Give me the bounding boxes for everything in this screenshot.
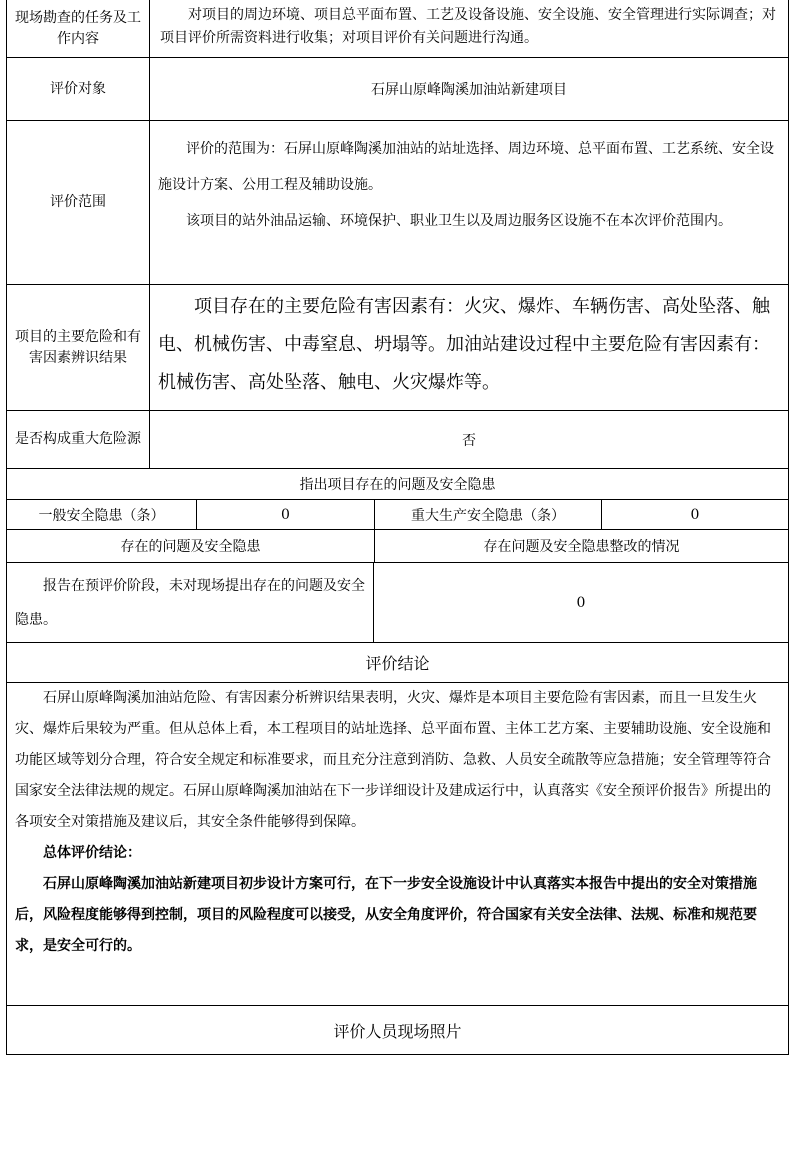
task-content	[150, 0, 788, 57]
issues-text: 报告在预评价阶段，未对现场提出存在的问题及安全隐患。	[15, 578, 365, 628]
site-photos-header: 评价人员现场照片	[7, 1005, 788, 1054]
task-text: 对项目的周边环境、项目总平面布置、工艺及设备设施、安全设施、安全管理进行实际调查；对项目评价所需资料进行收集；对项目评价有关问题进行沟通。	[160, 7, 776, 46]
rectification-value: 0	[576, 594, 586, 611]
object-value: 石屏山原峰陶溪加油站新建项目	[371, 82, 567, 98]
hazard-text: 项目存在的主要危险有害因素有：火灾、爆炸、车辆伤害、高处坠落、触电、机械伤害、中毒窒息、坍塌等。加油站建设过程中主要危险有害因素有：机械伤害、高处坠落、触电、火灾爆炸等。	[158, 296, 770, 393]
issues-content	[7, 563, 374, 642]
hazard-label: 项目的主要危险和有害因素辨识结果	[7, 285, 150, 410]
task-label: 现场勘查的任务及工作内容	[7, 0, 150, 57]
scope-row	[7, 120, 788, 284]
issue-counts-row	[7, 499, 788, 529]
general-hazard-label: 一般安全隐患（条）	[38, 507, 165, 524]
conclusion-body: 石屏山原峰陶溪加油站危险、有害因素分析辨识结果表明，火灾、爆炸是本项目主要危险有害因素，而且一旦发生火灾、爆炸后果较为严重。但从总体上看，本工程项目的站址选择、总平面布置、主体工艺方案、主要辅助设施、安全设施和功能区域等划分合理，符合安全规定和标准要求，而且充分注意到消防、急救、人员安全疏散等应急措施；安全管理等符合国家安全法律法规的规定。石屏山原峰陶溪加油站在下一步详细设计及建成运行中，认真落实《安全预评价报告》所提出的各项安全对策措施及建议后，其安全条件能够得到保障。	[15, 690, 771, 830]
major-hazard-count: 0	[601, 500, 788, 529]
major-hazard-row	[7, 410, 788, 468]
hazard-row	[7, 284, 788, 410]
conclusion-row	[7, 682, 788, 1005]
scope-label: 评价范围	[7, 121, 150, 284]
issues-column-header: 存在的问题及安全隐患	[120, 539, 261, 555]
scope-paragraph-1: 评价的范围为：石屏山原峰陶溪加油站的站址选择、周边环境、总平面布置、工艺系统、安全设施设计方案、公用工程及辅助设施。	[158, 141, 774, 193]
scope-paragraph-2: 该项目的站外油品运输、环境保护、职业卫生以及周边服务区设施不在本次评价范围内。	[186, 213, 732, 229]
conclusion-header: 评价结论	[7, 642, 788, 682]
evaluation-table	[6, 0, 789, 1055]
issue-detail-row	[7, 562, 788, 642]
overall-conclusion-text: 石屏山原峰陶溪加油站新建项目初步设计方案可行，在下一步安全设施设计中认真落实本报告中提出的安全对策措施后，风险程度能够得到控制，项目的风险程度可以接受，从安全角度评价，符合国家有关安全法律、法规、标准和规范要求，是安全可行的。	[15, 876, 757, 954]
task-row	[7, 0, 788, 57]
major-hazard-label: 是否构成重大危险源	[7, 411, 150, 468]
major-hazard-count-label: 重大生产安全隐患（条）	[374, 500, 601, 529]
rectification-column-header: 存在问题及安全隐患整改的情况	[374, 530, 788, 562]
scope-content	[150, 121, 788, 284]
major-hazard-value: 否	[462, 432, 476, 449]
object-label: 评价对象	[7, 58, 150, 120]
general-hazard-count: 0	[196, 500, 374, 529]
issue-columns-row	[7, 529, 788, 562]
object-row	[7, 57, 788, 120]
issues-header: 指出项目存在的问题及安全隐患	[7, 468, 788, 499]
conclusion-content	[7, 683, 788, 1005]
hazard-content	[150, 285, 788, 410]
overall-conclusion-title: 总体评价结论：	[43, 845, 141, 861]
